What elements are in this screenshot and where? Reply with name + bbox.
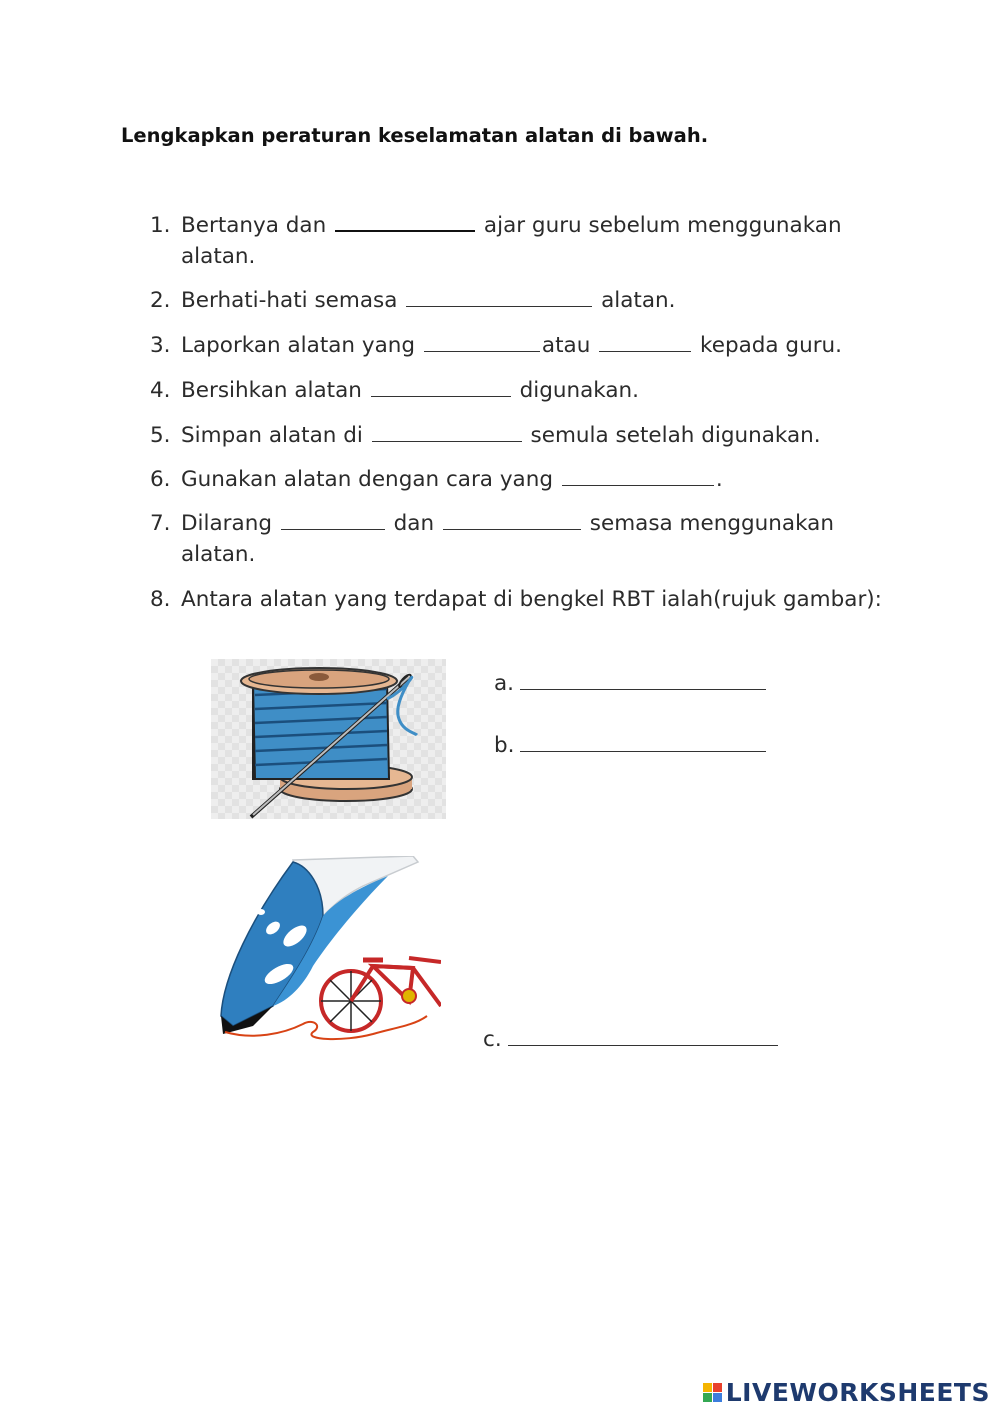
question-number: 5. bbox=[150, 423, 171, 448]
question-text: Dilarang bbox=[181, 511, 272, 536]
answer-c bbox=[483, 1025, 778, 1052]
question-text: digunakan. bbox=[519, 378, 639, 403]
answer-label: b. bbox=[494, 733, 515, 758]
question-6 bbox=[150, 464, 890, 495]
answer-blank-3b[interactable] bbox=[599, 331, 691, 352]
answer-blank-6[interactable] bbox=[562, 465, 714, 486]
question-text: atau bbox=[541, 333, 591, 358]
question-text: . bbox=[715, 467, 723, 492]
3d-pen-icon bbox=[213, 856, 441, 1046]
question-text: dan bbox=[393, 511, 435, 536]
question-number: 8. bbox=[150, 587, 171, 612]
question-number: 4. bbox=[150, 378, 171, 403]
answer-blank-8a[interactable] bbox=[520, 669, 766, 690]
answer-blank-8c[interactable] bbox=[508, 1025, 778, 1046]
answer-label: c. bbox=[483, 1027, 502, 1052]
question-number: 7. bbox=[150, 511, 171, 536]
question-text: semasa menggunakan alatan. bbox=[181, 511, 834, 567]
question-text: alatan. bbox=[601, 288, 676, 313]
question-text: Laporkan alatan yang bbox=[181, 333, 416, 358]
answer-blank-8b[interactable] bbox=[520, 731, 766, 752]
liveworksheets-logo bbox=[703, 1378, 990, 1407]
question-text: Bersihkan alatan bbox=[181, 378, 362, 403]
question-text: Berhati-hati semasa bbox=[181, 288, 398, 313]
question-text: Antara alatan yang terdapat di bengkel RBT ialah(rujuk gambar): bbox=[181, 587, 882, 612]
question-text: Simpan alatan di bbox=[181, 423, 363, 448]
question-4 bbox=[150, 375, 890, 406]
thread-spool-needle-icon bbox=[211, 659, 446, 819]
question-number: 6. bbox=[150, 467, 171, 492]
question-2 bbox=[150, 285, 890, 316]
question-text: Bertanya dan bbox=[181, 213, 327, 238]
answer-blank-4[interactable] bbox=[371, 376, 511, 397]
question-text: kepada guru. bbox=[700, 333, 842, 358]
question-text: semula setelah digunakan. bbox=[530, 423, 821, 448]
question-5 bbox=[150, 420, 890, 451]
brand-text: LIVEWORKSHEETS bbox=[725, 1378, 990, 1407]
answer-blank-7b[interactable] bbox=[443, 509, 581, 530]
question-1 bbox=[150, 210, 890, 272]
answer-blank-3a[interactable] bbox=[424, 331, 540, 352]
question-3 bbox=[150, 330, 890, 361]
question-text: Gunakan alatan dengan cara yang bbox=[181, 467, 553, 492]
answer-a bbox=[494, 669, 766, 696]
answer-blank-7a[interactable] bbox=[281, 509, 385, 530]
question-number: 1. bbox=[150, 213, 171, 238]
question-8 bbox=[150, 584, 890, 615]
answer-b bbox=[494, 731, 766, 758]
page-title: Lengkapkan peraturan keselamatan alatan di bawah. bbox=[121, 124, 709, 147]
question-text: ajar guru sebelum menggunakan alatan. bbox=[181, 213, 842, 269]
answer-blank-5[interactable] bbox=[372, 421, 522, 442]
answer-blank-2[interactable] bbox=[406, 286, 592, 307]
brand-logo-icon bbox=[703, 1383, 722, 1402]
question-7 bbox=[150, 508, 890, 570]
answer-blank-1[interactable] bbox=[335, 210, 475, 232]
answer-label: a. bbox=[494, 671, 515, 696]
question-number: 2. bbox=[150, 288, 171, 313]
question-number: 3. bbox=[150, 333, 171, 358]
